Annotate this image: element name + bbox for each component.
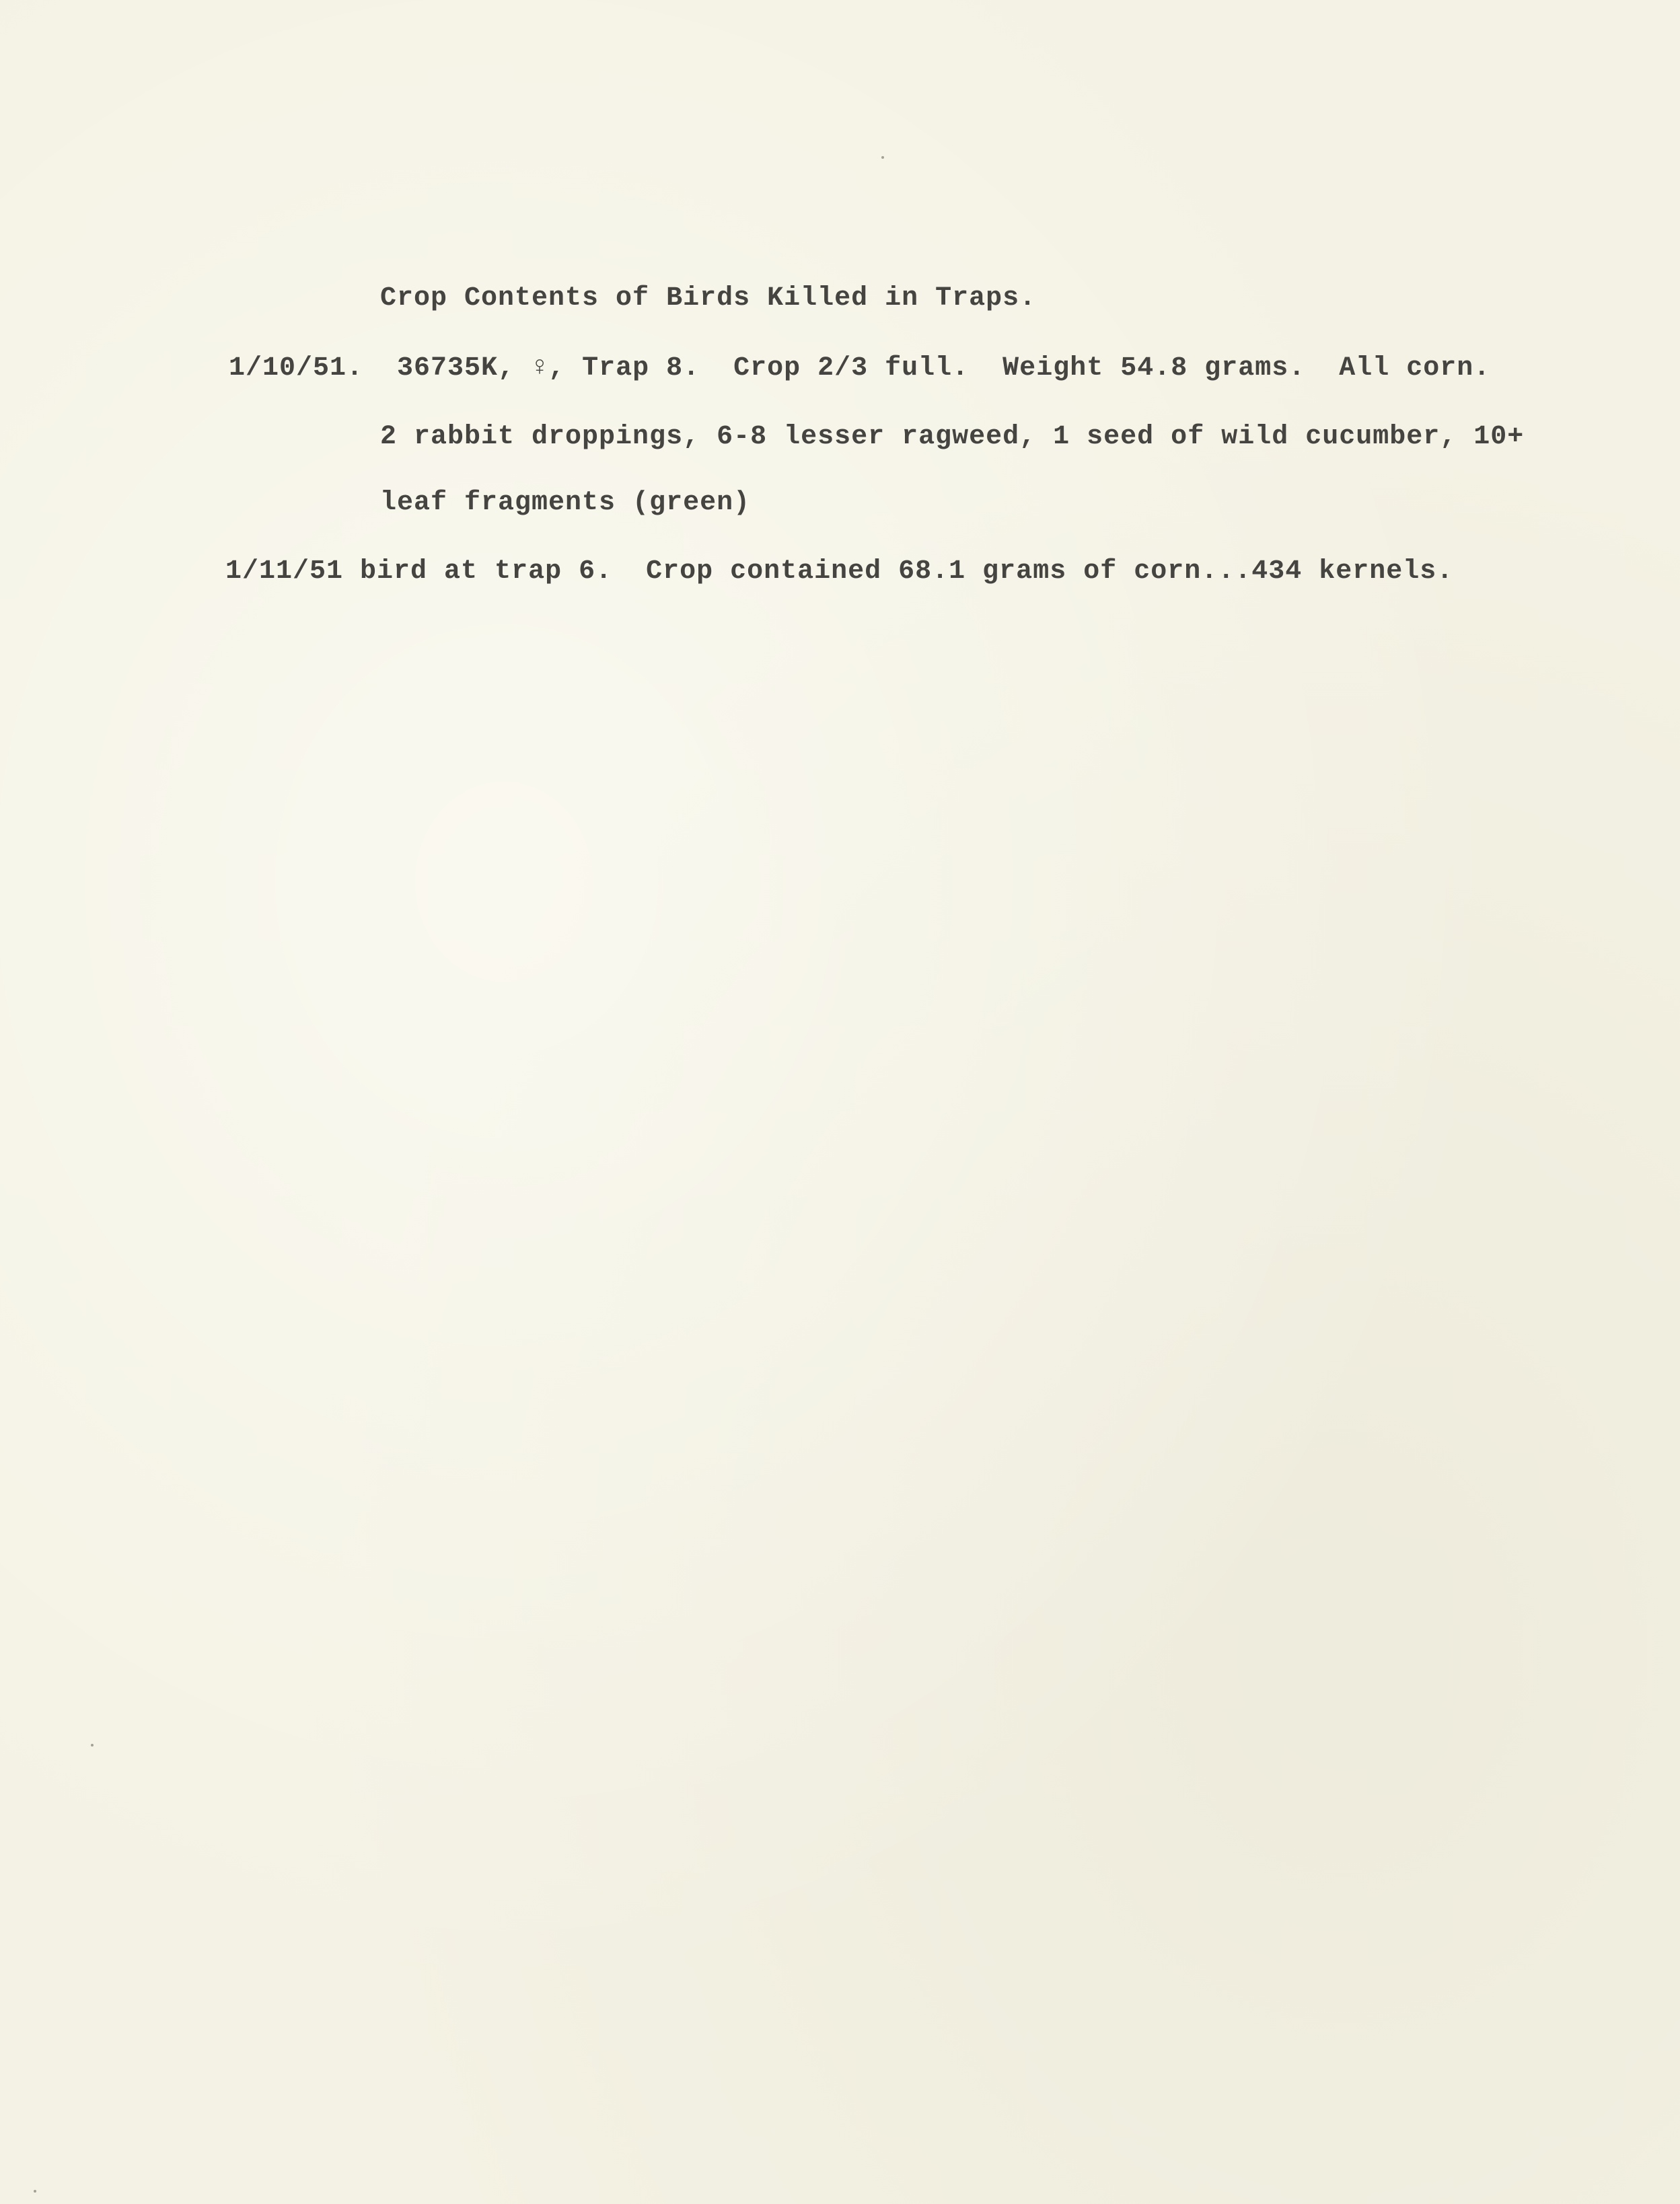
- paper-speck: [91, 1744, 94, 1747]
- entry-1-line-2: 2 rabbit droppings, 6-8 lesser ragweed, 1 seed of wild cucumber, 10+: [380, 422, 1525, 452]
- entry-2-line-1: 1/11/51 bird at trap 6. Crop contained 68.1 grams of corn...434 kernels.: [225, 556, 1454, 587]
- document-title: Crop Contents of Birds Killed in Traps.: [380, 283, 1037, 314]
- entry-1-line-1: 1/10/51. 36735K, ♀, Trap 8. Crop 2/3 full. Weight 54.8 grams. All corn.: [229, 353, 1491, 383]
- paper-speck: [34, 2190, 36, 2193]
- entry-1-line-3: leaf fragments (green): [380, 488, 751, 518]
- paper-speck: [881, 156, 884, 159]
